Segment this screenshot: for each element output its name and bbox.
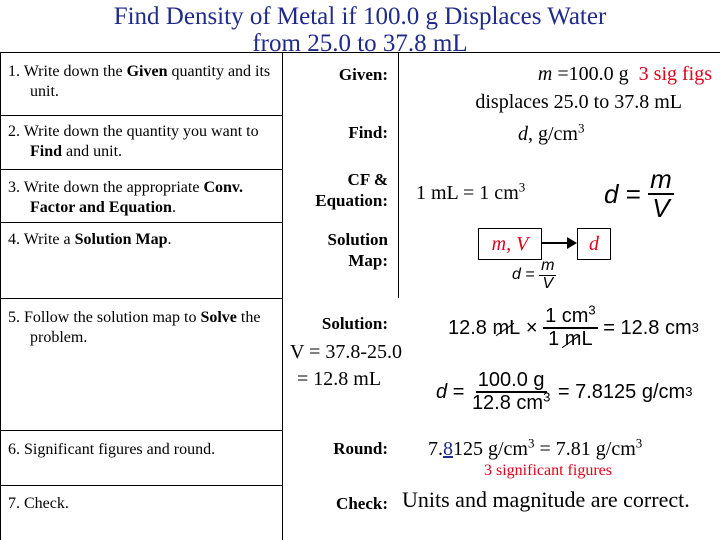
map-node-given: m, V — [478, 228, 542, 260]
step-6: 6. Significant figures and round. — [8, 441, 216, 458]
volume-calc-line2: = 12.8 mL — [297, 368, 382, 390]
step-7: 7. Check. — [8, 495, 69, 512]
step-5: 5. Follow the solution map to Solve the problem. — [8, 309, 261, 346]
step-2: 2. Write down the quantity you want to Find and unit. — [8, 123, 259, 160]
label-find: Find: — [348, 123, 388, 142]
step-3: 3. Write down the appropriate Conv. Factor and Equation. — [8, 179, 244, 216]
label-given: Given: — [338, 65, 388, 84]
map-node-find: d — [577, 228, 611, 260]
arrow-right-icon — [567, 237, 577, 249]
conversion-start-value: 12.8 mL — [448, 316, 521, 339]
row-divider-5 — [0, 430, 282, 431]
page-title-line2: from 25.0 to 37.8 mL — [252, 31, 468, 52]
rounding-digit: 8 — [443, 438, 453, 460]
rounded-result: 7.8125 $g/cm^3 = 7.81$ $g/cm^3$ — [428, 435, 643, 460]
map-equation: d = $\frac{m}{V}$ — [512, 257, 555, 292]
label-cf: CF & Equation: — [315, 170, 388, 210]
row-divider-2 — [0, 169, 282, 170]
row-divider-4 — [0, 298, 282, 299]
table-left-border — [0, 52, 1, 540]
density-equation: d = $\frac{m}{V}$ — [604, 164, 672, 224]
given-mass: m =100.0 g 3 sig figs — [537, 63, 712, 85]
page-title: Find Density of Metal if 100.0 g Displaces Water — [113, 3, 607, 30]
step-4: 4. Write a Solution Map. — [8, 231, 172, 248]
sig-figs-note: 3 sig figs — [638, 63, 712, 85]
conversion-fraction: $\frac{1 cm^3}{1 mL}$ — [545, 302, 596, 350]
row-divider-1 — [0, 115, 282, 116]
sig-figs-result-note: 3 significant figures — [484, 462, 612, 479]
column-divider-values — [398, 52, 399, 298]
label-solution-map: Solution Map: — [327, 230, 388, 270]
given-displacement: displaces 25.0 to 37.8 mL — [475, 91, 682, 113]
check-statement: Units and magnitude are correct. — [402, 487, 690, 512]
unit-conversion-equation: 12.8 mL × $\frac{1 cm^3}{1 mL}$ = 12.8 cm 3 — [448, 302, 699, 350]
volume-calc-line1: V = 37.8-25.0 — [290, 341, 403, 363]
row-divider-6 — [0, 485, 282, 486]
table-top-border — [0, 52, 720, 53]
label-round: Round: — [333, 439, 388, 458]
label-solution: Solution: — [321, 314, 388, 333]
conversion-factor: 1 mL = 1 $cm^3$ — [416, 179, 526, 204]
label-check: Check: — [336, 494, 388, 513]
step-1: 1. Write down the Given quantity and its unit. — [8, 63, 271, 100]
density-fraction: $\frac{100.0 g}{12.8 cm^3}$ — [471, 369, 551, 414]
row-divider-3 — [0, 222, 282, 223]
find-quantity: d, $g/cm^3$ — [518, 120, 585, 145]
density-calculation: d = $\frac{100.0 g}{12.8 cm^3}$ = 7.8125 g/cm 3 — [436, 369, 693, 414]
